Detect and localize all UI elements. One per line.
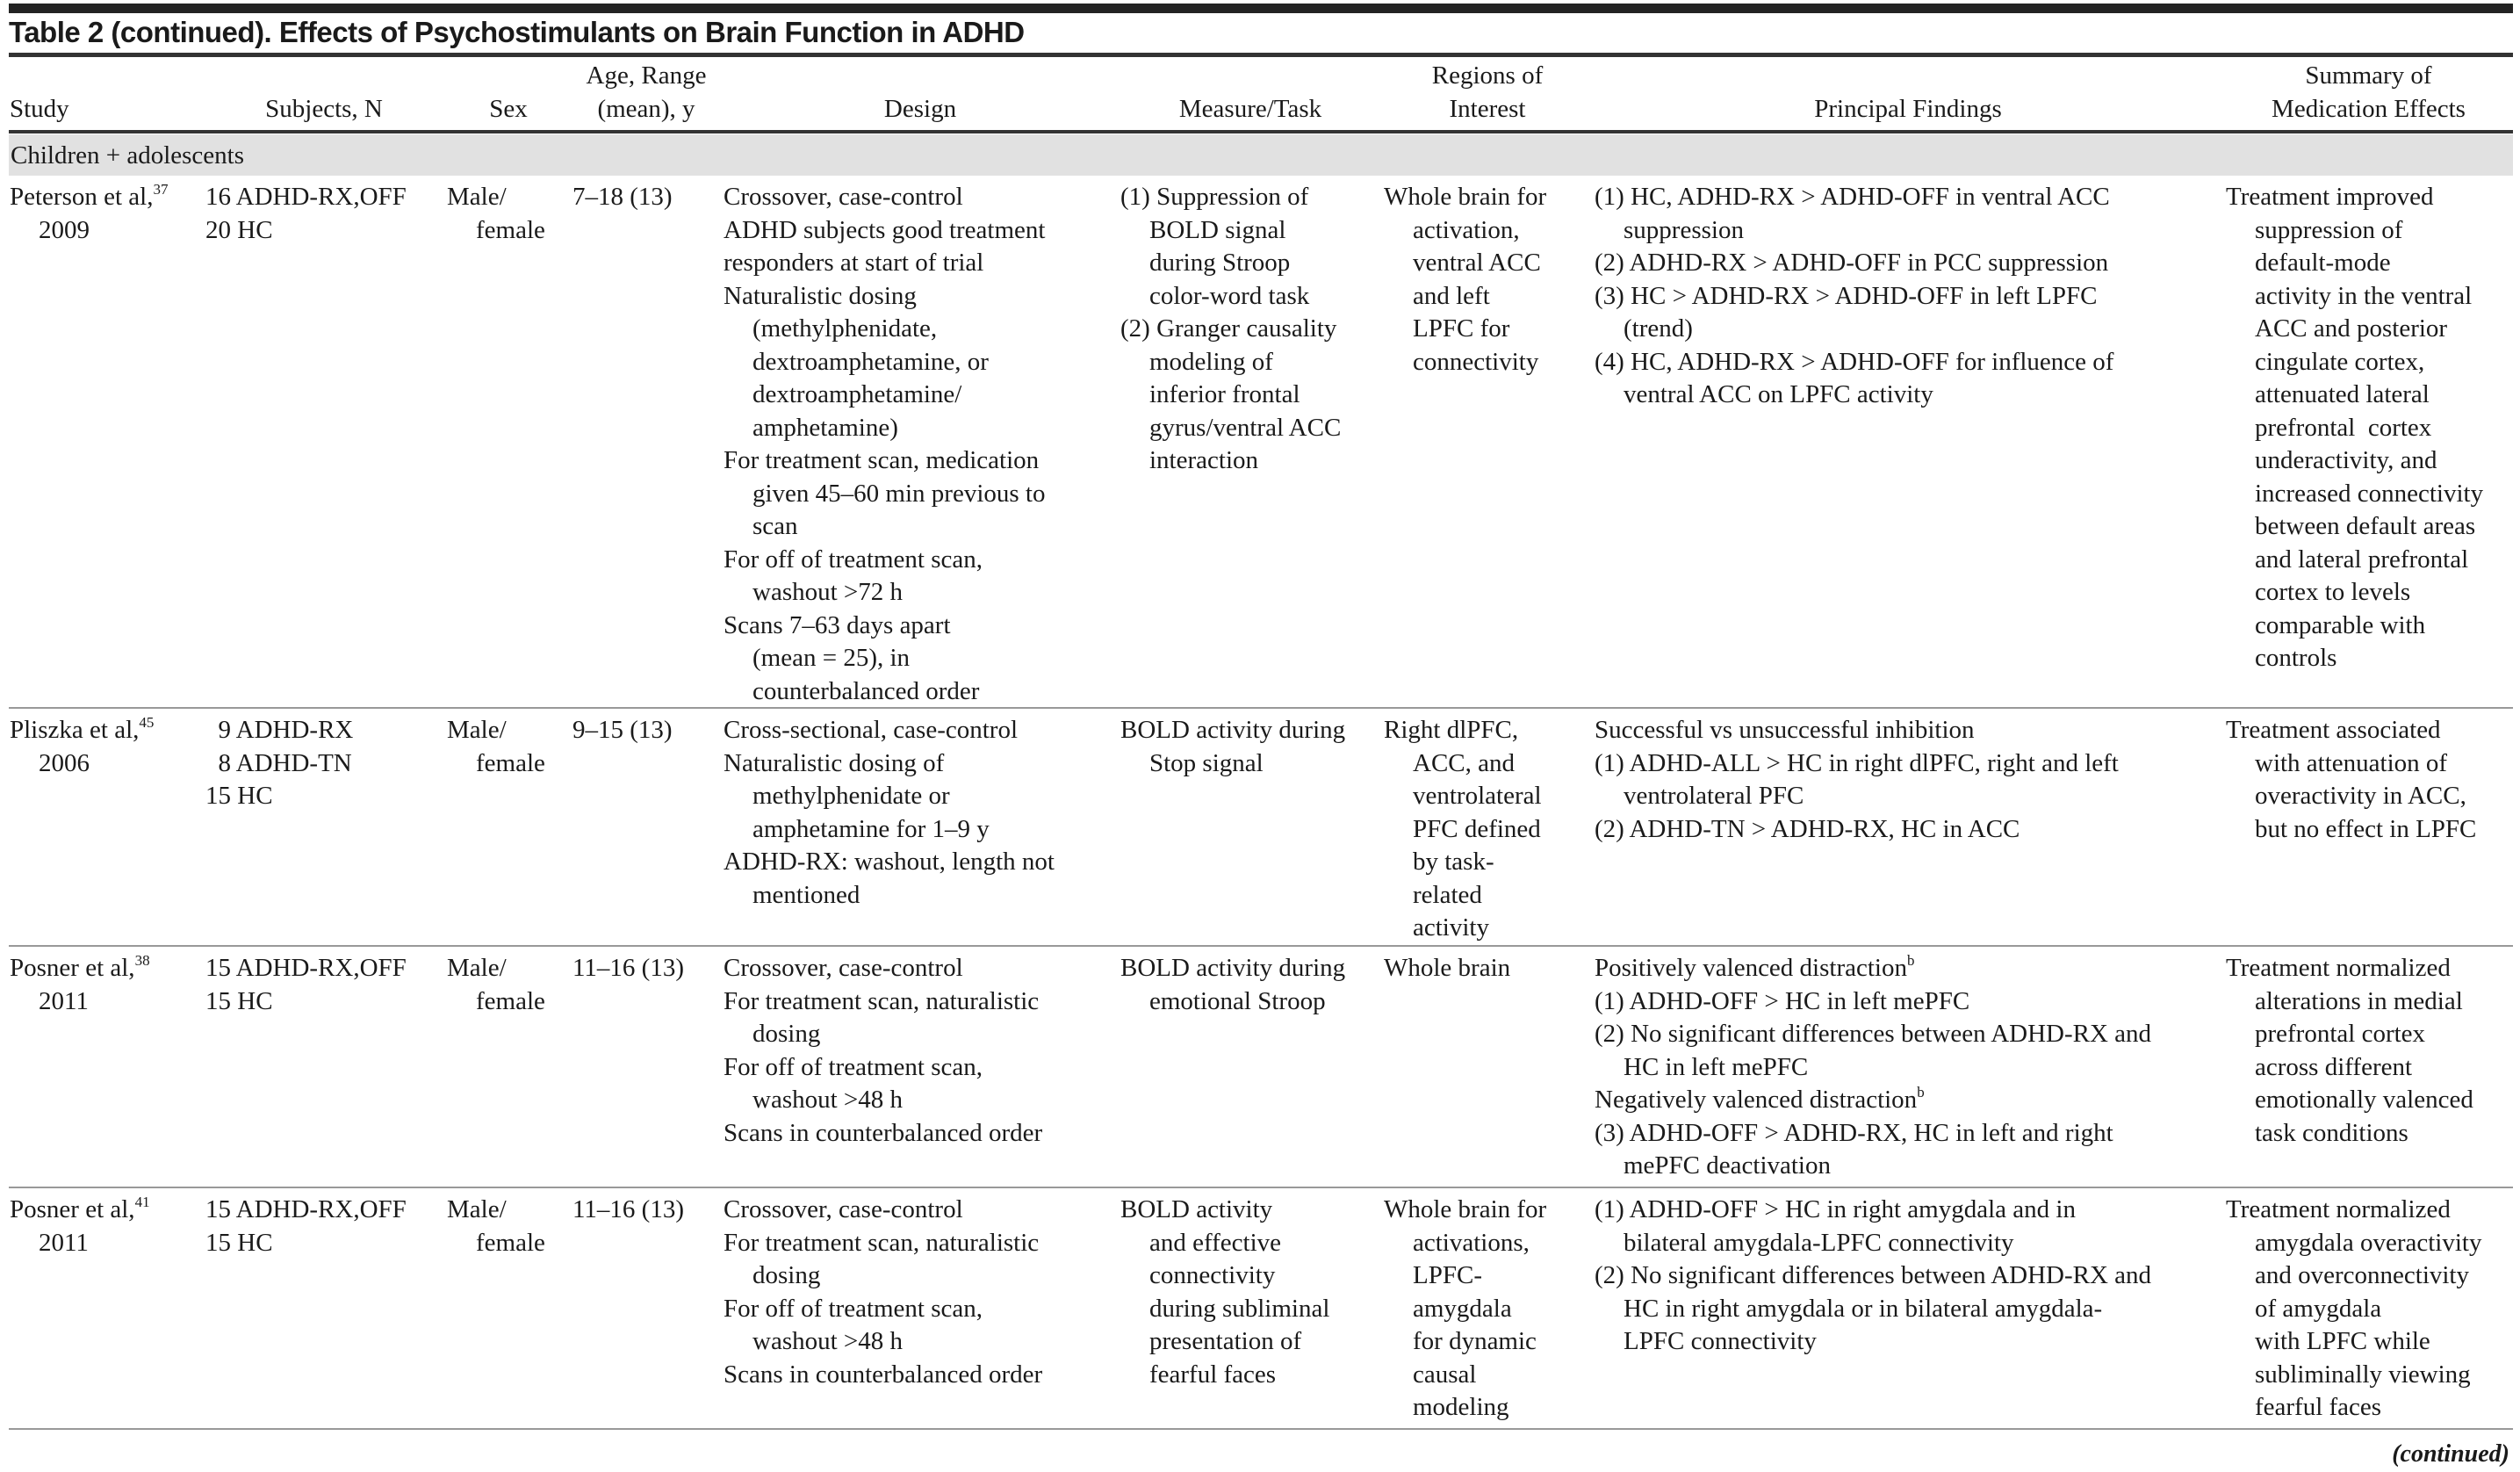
cell-line: (3) ADHD-OFF > ADHD-RX, HC in left and right	[1595, 1118, 2113, 1147]
cell-line: 8 ADHD-TN	[205, 748, 352, 777]
cell-age	[572, 952, 684, 985]
cell-line: emotionally valenced	[2255, 1086, 2473, 1114]
cell-line: BOLD activity during	[1120, 716, 1346, 744]
group-row	[9, 134, 2513, 176]
cell-line: dextroamphetamine, or	[752, 347, 989, 376]
cell-line: mePFC deactivation	[1624, 1151, 1831, 1180]
cell-line: of amygdala	[2255, 1294, 2382, 1323]
column-header-line: Design	[883, 94, 957, 123]
cell-line: dosing	[752, 1020, 821, 1048]
column-header-line: Age, Range	[586, 61, 707, 90]
column-header-findings	[1595, 93, 2221, 126]
cell-sex	[447, 714, 545, 780]
cell-line: prefrontal cortex	[2255, 1020, 2426, 1048]
cell-line: cingulate cortex,	[2255, 347, 2425, 376]
cell-line: Scans in counterbalanced order	[724, 1118, 1043, 1147]
cell-line: comparable with	[2255, 610, 2426, 639]
cell-sex	[447, 952, 545, 1018]
column-header-line: Measure/Task	[1178, 94, 1322, 123]
cell-age	[572, 181, 673, 214]
cell-line: fearful faces	[1149, 1360, 1277, 1389]
cell-line: Scans in counterbalanced order	[724, 1360, 1043, 1389]
column-header-line: Study	[10, 94, 69, 123]
cell-line: for dynamic	[1413, 1327, 1537, 1355]
row-divider	[9, 1187, 2513, 1188]
cell-line: Stop signal	[1149, 748, 1264, 777]
column-header-sex	[447, 93, 570, 126]
cell-line: ADHD-RX: washout, length not	[724, 848, 1055, 876]
study-author: Posner et al,	[10, 1195, 135, 1223]
column-header-measure	[1120, 93, 1380, 126]
cell-line: (trend)	[1624, 314, 1693, 343]
cell-line: causal	[1413, 1360, 1477, 1389]
cell-line: Whole brain for	[1384, 183, 1547, 211]
cell-line: methylphenidate or	[752, 782, 950, 810]
cell-line: Cross-sectional, case-control	[724, 716, 1019, 744]
cell-line: connectivity	[1413, 347, 1539, 376]
cell-line: (1) ADHD-OFF > HC in right amygdala and in	[1595, 1195, 2076, 1223]
cell-measure	[1120, 181, 1341, 478]
cell-line: HC in left mePFC	[1624, 1052, 1809, 1081]
column-header-summary	[2226, 60, 2511, 126]
reference-number: 41	[134, 1194, 150, 1210]
cell-line: mentioned	[752, 880, 860, 909]
cell-line: default-mode	[2255, 249, 2391, 277]
cell-line: For treatment scan, naturalistic	[724, 1228, 1040, 1257]
cell-line: related	[1413, 880, 1482, 909]
study-author: Pliszka et al,	[10, 716, 140, 744]
cell-line: and lateral prefrontal	[2255, 545, 2469, 574]
cell-line: color-word task	[1149, 281, 1310, 310]
cell-line: 11–16 (13)	[572, 1195, 684, 1223]
cell-line: and effective	[1149, 1228, 1282, 1257]
cell-line: activity	[1413, 913, 1489, 942]
cell-line: with attenuation of	[2255, 748, 2448, 777]
cell-line: For off of treatment scan,	[724, 1294, 983, 1323]
cell-line: but no effect in LPFC	[2255, 814, 2477, 843]
subheading-text: Negatively valenced distraction	[1595, 1086, 1918, 1114]
cell-line: LPFC connectivity	[1624, 1327, 1817, 1355]
column-header-line: (mean), y	[597, 94, 695, 123]
cell-subjects	[205, 181, 407, 247]
column-header-line: Regions of	[1431, 61, 1544, 90]
cell-line: Male/	[447, 954, 507, 982]
cell-line: (1) HC, ADHD-RX > ADHD-OFF in ventral ACC	[1595, 183, 2110, 211]
cell-line: task conditions	[2255, 1118, 2408, 1147]
cell-line: (2) ADHD-TN > ADHD-RX, HC in ACC	[1595, 814, 2020, 843]
cell-line: LPFC-	[1413, 1261, 1482, 1289]
table-title: Table 2 (continued). Effects of Psychostimulants on Brain Function in ADHD	[9, 16, 1025, 48]
cell-line: Treatment normalized	[2226, 1195, 2451, 1223]
cell-study	[10, 1194, 150, 1259]
cell-summary	[2226, 952, 2473, 1150]
study-year: 2006	[39, 748, 90, 777]
column-header-line: Medication Effects	[2272, 94, 2466, 123]
cell-line: BOLD activity during	[1120, 954, 1346, 982]
cell-findings	[1595, 1194, 2151, 1359]
cell-line: with LPFC while	[2255, 1327, 2430, 1355]
cell-line: Male/	[447, 716, 507, 744]
cell-line: female	[476, 215, 545, 244]
cell-regions	[1384, 181, 1546, 379]
cell-line: amphetamine for 1–9 y	[752, 814, 990, 843]
cell-measure	[1120, 714, 1345, 780]
cell-line: (2) No significant differences between ADHD-RX and	[1595, 1261, 2152, 1289]
cell-line: suppression	[1624, 215, 1744, 244]
cell-line: female	[476, 748, 545, 777]
cell-line: prefrontal cortex	[2255, 413, 2432, 442]
cell-line: ACC, and	[1413, 748, 1515, 777]
cell-line: bilateral amygdala-LPFC connectivity	[1624, 1228, 2014, 1257]
cell-line: by task-	[1413, 848, 1494, 876]
column-header-line: Subjects, N	[265, 94, 383, 123]
cell-line: activation,	[1413, 215, 1520, 244]
study-year: 2009	[39, 215, 90, 244]
cell-subjects	[205, 714, 353, 813]
cell-line: 15 ADHD-RX,OFF	[205, 954, 407, 982]
cell-line: Naturalistic dosing of	[724, 748, 945, 777]
row-divider	[9, 1428, 2513, 1430]
cell-line: connectivity	[1149, 1261, 1276, 1289]
cell-line: Treatment normalized	[2226, 954, 2451, 982]
cell-summary	[2226, 181, 2483, 675]
cell-study	[10, 952, 150, 1018]
cell-line: female	[476, 1228, 545, 1257]
footnote-marker: b	[1906, 952, 1915, 969]
cell-line: cortex to levels	[2255, 578, 2411, 606]
cell-line: presentation of	[1149, 1327, 1302, 1355]
cell-line: LPFC for	[1413, 314, 1510, 343]
top-rule	[9, 4, 2513, 13]
column-header-age	[572, 60, 720, 126]
cell-line: gyrus/ventral ACC	[1149, 413, 1342, 442]
cell-line: subliminally viewing	[2255, 1360, 2471, 1389]
cell-line: Crossover, case-control	[724, 1195, 963, 1223]
cell-line: 15 HC	[205, 986, 273, 1015]
cell-findings	[1595, 952, 2151, 1183]
reference-number: 38	[134, 952, 150, 969]
header-rule	[9, 130, 2513, 133]
cell-design	[724, 181, 1045, 708]
cell-line: (1) ADHD-OFF > HC in left mePFC	[1595, 986, 1970, 1015]
cell-line: fearful faces	[2255, 1393, 2382, 1421]
cell-findings	[1595, 714, 2119, 846]
cell-regions	[1384, 1194, 1546, 1425]
reference-number: 45	[139, 714, 155, 731]
continued-note: (continued)	[2392, 1440, 2509, 1468]
cell-line: between default areas	[2255, 512, 2476, 540]
cell-line: Whole brain for	[1384, 1195, 1547, 1223]
cell-age	[572, 1194, 684, 1227]
footnote-marker: b	[1917, 1084, 1925, 1100]
subheading-line	[1595, 1084, 2151, 1117]
cell-line: ventral ACC	[1413, 249, 1541, 277]
cell-line: female	[476, 986, 545, 1015]
cell-design	[724, 952, 1042, 1150]
column-header-study	[10, 93, 203, 126]
cell-sex	[447, 181, 545, 247]
cell-line: dextroamphetamine/	[752, 380, 962, 408]
cell-line: 9–15 (13)	[572, 716, 673, 744]
cell-line: (1) Suppression of	[1120, 183, 1309, 211]
cell-line: Treatment associated	[2226, 716, 2441, 744]
cell-line: inferior frontal	[1149, 380, 1300, 408]
cell-line: 7–18 (13)	[572, 183, 673, 211]
cell-line: (2) ADHD-RX > ADHD-OFF in PCC suppression	[1595, 249, 2109, 277]
cell-line: counterbalanced order	[752, 676, 980, 705]
cell-line: ventrolateral	[1413, 782, 1542, 810]
cell-design	[724, 714, 1055, 912]
cell-line: For treatment scan, naturalistic	[724, 986, 1040, 1015]
study-year: 2011	[39, 1228, 89, 1257]
cell-line: 15 HC	[205, 1228, 273, 1257]
cell-findings	[1595, 181, 2113, 412]
cell-line: modeling of	[1149, 347, 1273, 376]
cell-line: washout >72 h	[752, 578, 904, 606]
cell-line: and left	[1413, 281, 1490, 310]
study-author: Posner et al,	[10, 954, 135, 982]
cell-line: Crossover, case-control	[724, 183, 963, 211]
row-divider	[9, 707, 2513, 709]
cell-line: during Stroop	[1149, 249, 1291, 277]
study-author: Peterson et al,	[10, 183, 154, 211]
cell-line: ACC and posterior	[2255, 314, 2448, 343]
cell-line: (2) No significant differences between ADHD-RX and	[1595, 1020, 2152, 1048]
cell-design	[724, 1194, 1042, 1391]
cell-line: Scans 7–63 days apart	[724, 610, 951, 639]
cell-line: For off of treatment scan,	[724, 1052, 983, 1081]
cell-line: dosing	[752, 1261, 821, 1289]
cell-line: emotional Stroop	[1149, 986, 1326, 1015]
cell-line: HC in right amygdala or in bilateral amygdala-	[1624, 1294, 2103, 1323]
subheading-line	[1595, 952, 2151, 985]
cell-line: modeling	[1413, 1393, 1509, 1421]
cell-line: For treatment scan, medication	[724, 446, 1040, 474]
title-rule	[9, 53, 2513, 57]
cell-subjects	[205, 1194, 407, 1259]
cell-line: amphetamine)	[752, 413, 898, 442]
subheading-text: Positively valenced distraction	[1595, 954, 1907, 982]
cell-line: 20 HC	[205, 215, 273, 244]
cell-line: controls	[2255, 644, 2337, 672]
cell-summary	[2226, 714, 2476, 846]
cell-line: ventral ACC on LPFC activity	[1624, 380, 1933, 408]
cell-age	[572, 714, 673, 747]
column-header-regions	[1384, 60, 1591, 126]
cell-line: Naturalistic dosing	[724, 281, 917, 310]
cell-line: ADHD subjects good treatment	[724, 215, 1046, 244]
cell-line: overactivity in ACC,	[2255, 782, 2466, 810]
cell-line: 15 HC	[205, 782, 273, 810]
cell-line: amygdala	[1413, 1294, 1512, 1323]
cell-line: suppression of	[2255, 215, 2403, 244]
cell-line: activations,	[1413, 1228, 1530, 1257]
cell-line: washout >48 h	[752, 1327, 904, 1355]
column-header-subjects	[205, 93, 443, 126]
cell-line: attenuated lateral	[2255, 380, 2430, 408]
cell-line: given 45–60 min previous to	[752, 479, 1046, 508]
cell-line: responders at start of trial	[724, 249, 984, 277]
cell-line: Right dlPFC,	[1384, 716, 1519, 744]
cell-line: (methylphenidate,	[752, 314, 938, 343]
cell-line: Male/	[447, 183, 507, 211]
cell-line: PFC defined	[1413, 814, 1541, 843]
cell-line: alterations in medial	[2255, 986, 2463, 1015]
cell-line: 16 ADHD-RX,OFF	[205, 183, 407, 211]
cell-study	[10, 181, 168, 247]
cell-line: interaction	[1149, 446, 1259, 474]
cell-line: during subliminal	[1149, 1294, 1330, 1323]
cell-line: BOLD activity	[1120, 1195, 1273, 1223]
cell-line: Successful vs unsuccessful inhibition	[1595, 716, 1975, 744]
cell-line: 15 ADHD-RX,OFF	[205, 1195, 407, 1223]
cell-line: (2) Granger causality	[1120, 314, 1337, 343]
cell-line: Whole brain	[1384, 954, 1511, 982]
cell-line: scan	[752, 512, 798, 540]
cell-regions	[1384, 714, 1542, 945]
cell-line: amygdala overactivity	[2255, 1228, 2482, 1257]
cell-line: across different	[2255, 1052, 2413, 1081]
cell-line: washout >48 h	[752, 1086, 904, 1114]
cell-line: (mean = 25), in	[752, 644, 911, 672]
cell-regions	[1384, 952, 1510, 985]
column-header-line: Interest	[1449, 94, 1526, 123]
study-year: 2011	[39, 986, 89, 1015]
reference-number: 37	[153, 181, 169, 198]
column-header-line: Summary of	[2305, 61, 2432, 90]
cell-line: Male/	[447, 1195, 507, 1223]
cell-summary	[2226, 1194, 2481, 1425]
cell-line: Treatment improved	[2226, 183, 2434, 211]
group-label: Children + adolescents	[11, 141, 245, 170]
cell-line: ventrolateral PFC	[1624, 782, 1804, 810]
column-header-line: Sex	[489, 94, 528, 123]
cell-line: (3) HC > ADHD-RX > ADHD-OFF in left LPFC	[1595, 281, 2098, 310]
cell-line: (4) HC, ADHD-RX > ADHD-OFF for influence of	[1595, 347, 2114, 376]
cell-line: (1) ADHD-ALL > HC in right dlPFC, right and left	[1595, 748, 2119, 777]
cell-line: underactivity, and	[2255, 446, 2437, 474]
cell-measure	[1120, 952, 1345, 1018]
column-header-line: Principal Findings	[1814, 94, 2002, 123]
column-header-design	[724, 93, 1117, 126]
cell-line: For off of treatment scan,	[724, 545, 983, 574]
cell-line: increased connectivity	[2255, 479, 2484, 508]
cell-study	[10, 714, 154, 780]
cell-subjects	[205, 952, 407, 1018]
row-divider	[9, 945, 2513, 947]
cell-line: and overconnectivity	[2255, 1261, 2469, 1289]
cell-line: BOLD signal	[1149, 215, 1286, 244]
cell-line: 11–16 (13)	[572, 954, 684, 982]
cell-line: activity in the ventral	[2255, 281, 2473, 310]
cell-sex	[447, 1194, 545, 1259]
cell-line: Crossover, case-control	[724, 954, 963, 982]
cell-measure	[1120, 1194, 1329, 1391]
cell-line: 9 ADHD-RX	[205, 716, 354, 744]
